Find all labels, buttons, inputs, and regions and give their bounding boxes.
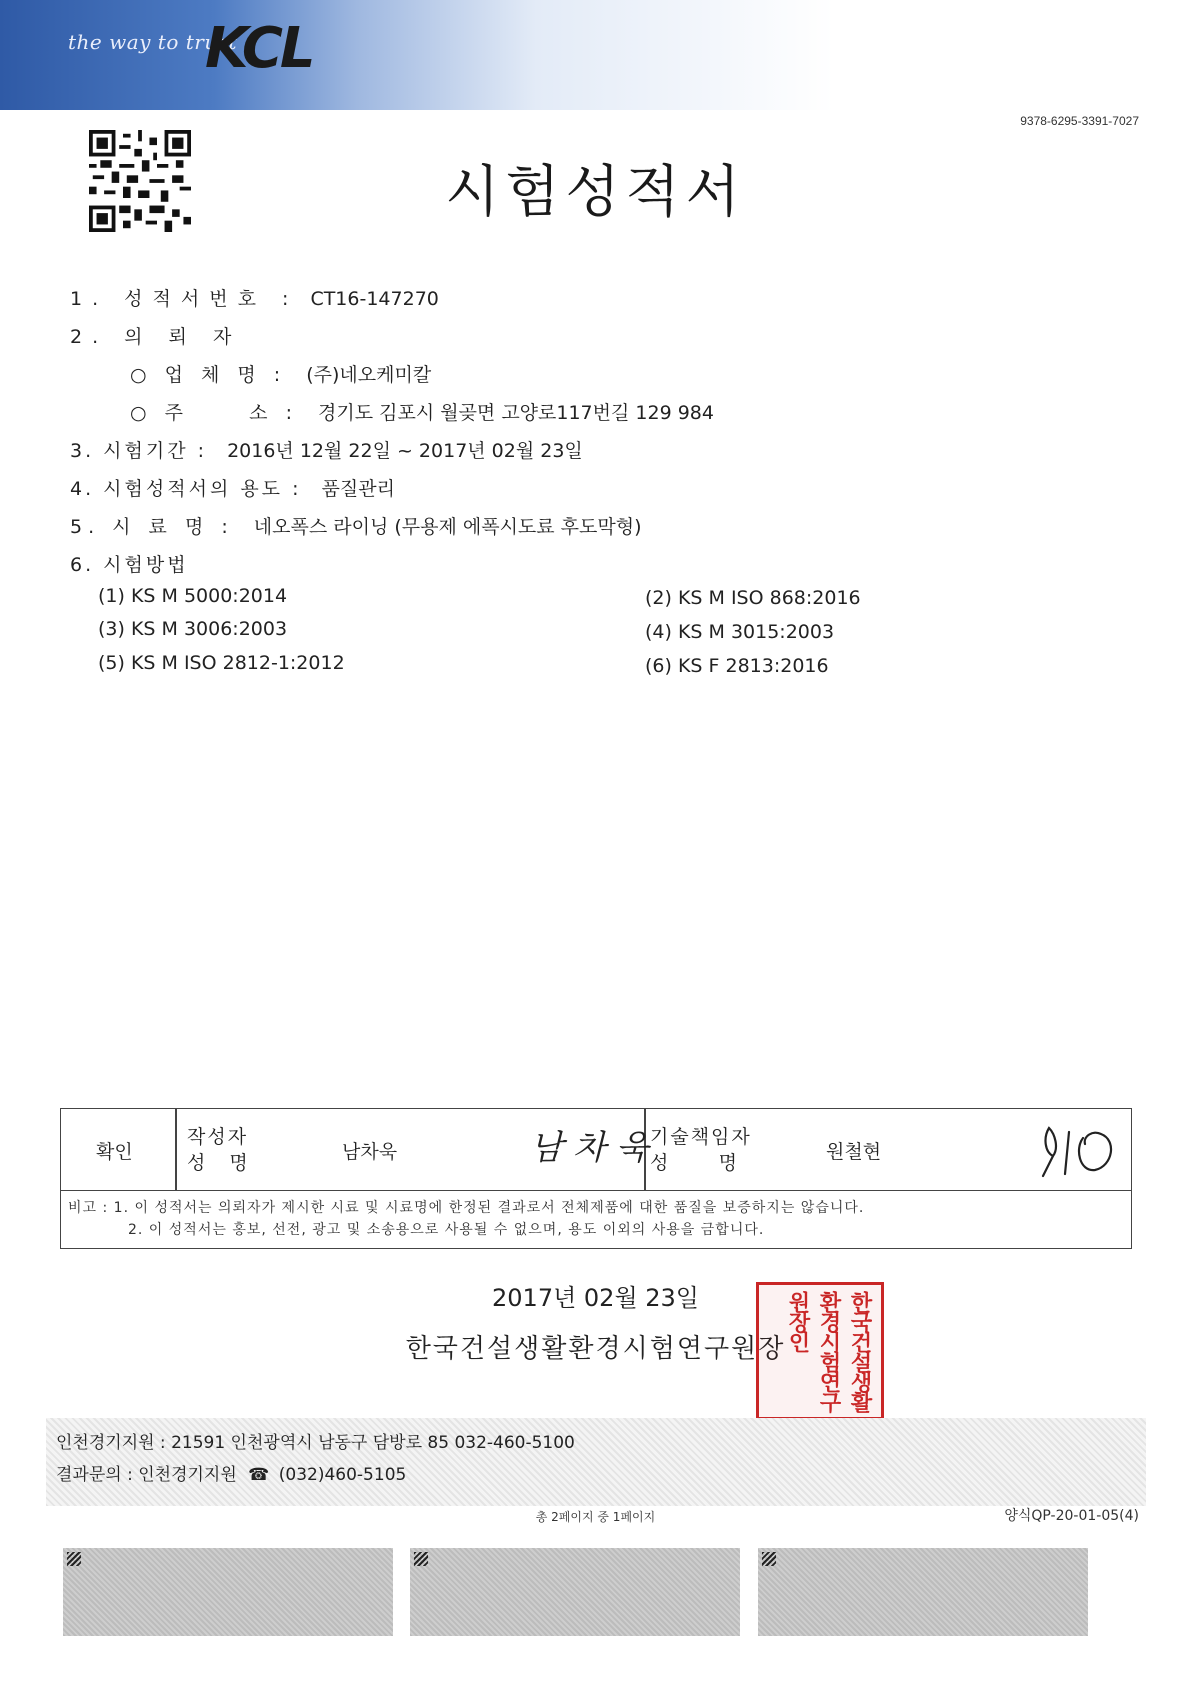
header-band bbox=[0, 0, 1191, 110]
address-label: ○ 주 소 : bbox=[130, 402, 298, 424]
company-value: (주)네오케미칼 bbox=[306, 364, 432, 386]
sample-row bbox=[70, 512, 642, 539]
inquiry-phone: (032)460-5105 bbox=[278, 1465, 407, 1485]
kcl-logo: KCL bbox=[205, 16, 313, 81]
method-item: (1) KS M 5000:2014 bbox=[98, 585, 288, 607]
method-item: (3) KS M 3006:2003 bbox=[98, 618, 288, 640]
note-line-2: 2. 이 성적서는 홍보, 선전, 광고 및 소송용으로 사용될 수 없으며, 용도 이외의 사용을 금합니다. bbox=[128, 1222, 765, 1238]
report-number-label: 1. 성적서번호 : bbox=[70, 288, 299, 310]
method-item: (2) KS M ISO 868:2016 bbox=[645, 587, 861, 609]
company-row bbox=[130, 360, 431, 387]
purpose-label: 4. 시험성적서의 용도 : bbox=[70, 478, 302, 500]
tech-manager-name-label: 성 명 bbox=[650, 1152, 739, 1174]
tech-manager-signature bbox=[1035, 1118, 1125, 1180]
sample-label: 5. 시 료 명 : bbox=[70, 516, 234, 538]
sample-value: 네오폭스 라이닝 (무용제 에폭시도료 후도막형) bbox=[253, 516, 642, 538]
author-label: 작성자 bbox=[187, 1126, 249, 1148]
test-method-heading: 6. 시험방법 bbox=[70, 554, 189, 576]
address-value: 경기도 김포시 월곶면 고양로117번길 129 984 bbox=[318, 402, 714, 424]
official-seal-icon: 한국건설생활환경시험연구원장인 bbox=[756, 1282, 884, 1420]
purpose-value: 품질관리 bbox=[321, 478, 395, 500]
purpose-row bbox=[70, 474, 395, 501]
security-pattern bbox=[410, 1548, 740, 1636]
test-period-label: 3. 시험기간 : bbox=[70, 440, 208, 462]
security-pattern bbox=[63, 1548, 393, 1636]
tech-manager-label: 기술책임자 bbox=[650, 1126, 752, 1148]
note-line-1: 비고 : 1. 이 성적서는 의뢰자가 제시한 시료 및 시료명에 한정된 결과로서 전체제품에 대한 품질을 보증하지는 않습니다. bbox=[68, 1200, 865, 1216]
inquiry-row bbox=[56, 1460, 406, 1485]
security-pattern bbox=[758, 1548, 1088, 1636]
branch-address: 인천경기지원 : 21591 인천광역시 남동구 담방로 85 032-460-5100 bbox=[56, 1433, 575, 1453]
client-heading: 2. 의 뢰 자 bbox=[70, 326, 242, 348]
author-signature: 남차욱 bbox=[530, 1128, 659, 1168]
report-number-row bbox=[70, 284, 439, 311]
document-title: 시험성적서 bbox=[445, 160, 746, 225]
divider bbox=[175, 1108, 177, 1191]
author-name-label: 성 명 bbox=[187, 1152, 252, 1174]
page-info: 총 2페이지 중 1페이지 bbox=[535, 1510, 656, 1524]
report-number-value: CT16-147270 bbox=[310, 288, 439, 310]
form-code: 양식QP-20-01-05(4) bbox=[1004, 1508, 1139, 1524]
inquiry-label: 결과문의 : 인천경기지원 bbox=[56, 1465, 237, 1485]
document-number: 9378-6295-3391-7027 bbox=[1020, 114, 1139, 128]
slogan: the way to trust bbox=[68, 30, 238, 54]
test-period-row bbox=[70, 436, 583, 463]
issue-date: 2017년 02월 23일 bbox=[492, 1284, 699, 1312]
method-item: (6) KS F 2813:2016 bbox=[645, 655, 829, 677]
author-name: 남차욱 bbox=[342, 1141, 398, 1163]
company-label: ○ 업 체 명 : bbox=[130, 364, 287, 386]
confirm-label: 확인 bbox=[96, 1141, 133, 1163]
issuer-name: 한국건설생활환경시험연구원장 bbox=[405, 1334, 786, 1364]
method-item: (4) KS M 3015:2003 bbox=[645, 621, 835, 643]
test-period-value: 2016년 12월 22일 ~ 2017년 02월 23일 bbox=[227, 440, 583, 462]
method-item: (5) KS M ISO 2812-1:2012 bbox=[98, 652, 345, 674]
address-row bbox=[130, 398, 714, 425]
phone-icon: ☎ bbox=[248, 1465, 270, 1485]
tech-manager-name: 원철현 bbox=[826, 1141, 882, 1163]
